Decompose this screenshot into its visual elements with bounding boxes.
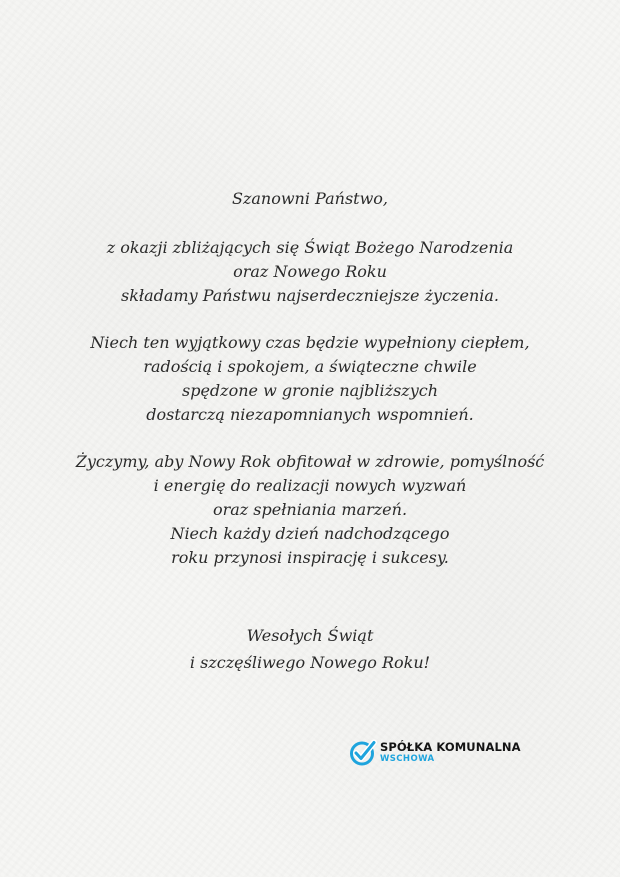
paragraph-3-line-3: oraz spełniania marzeń. [212,500,408,519]
paragraph-3-line-4: Niech każdy dzień nadchodzącego [170,524,450,543]
paragraph-3-line-2: i energię do realizacji nowych wyzwań [153,476,467,495]
paragraph-2-line-4: dostarczą niezapomnianych wspomnień. [146,405,474,424]
paragraph-1-line-2: oraz Nowego Roku [233,262,387,281]
paragraph-2-line-3: spędzone w gronie najbliższych [181,381,439,400]
paragraph-3-line-5: roku przynosi inspirację i sukcesy. [171,548,449,567]
logo-title: SPÓŁKA KOMUNALNA [380,740,521,754]
closing-line-2: i szczęśliwego Nowego Roku! [189,653,431,672]
paragraph-2-line-2: radością i spokojem, a świąteczne chwile [143,357,477,376]
logo-subtitle: WSCHOWA [380,754,435,764]
checkmark-circle-icon [349,739,377,767]
closing-line-1: Wesołych Świąt [246,626,374,645]
paragraph-1-line-1: z okazji zbliżających się Świąt Bożego Narodzenia [106,238,514,257]
company-logo [349,738,519,768]
letter-greeting: Szanowni Państwo, [231,189,388,208]
paragraph-1-line-3: składamy Państwu najserdeczniejsze życzenia. [121,286,499,305]
paragraph-3-line-1: Życzymy, aby Nowy Rok obfitował w zdrowie, pomyślność [75,452,545,471]
paragraph-2-line-1: Niech ten wyjątkowy czas będzie wypełniony ciepłem, [90,333,530,352]
